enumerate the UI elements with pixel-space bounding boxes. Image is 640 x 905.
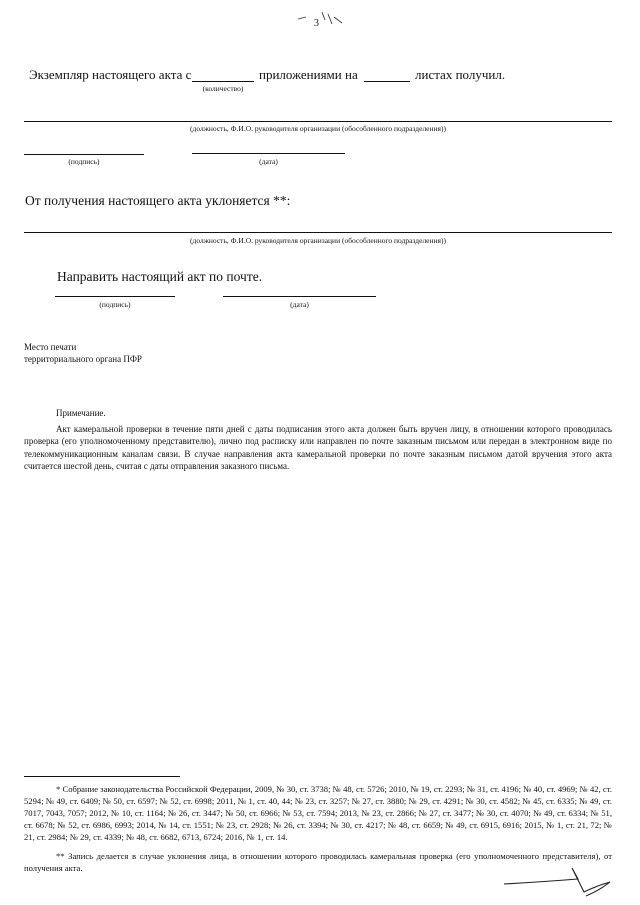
- mail-signature-caption: (подпись): [99, 300, 131, 309]
- receipt-signature-caption: (подпись): [68, 157, 100, 166]
- receipt-text-2: приложениями на: [259, 67, 358, 82]
- receipt-signature-line: [24, 154, 144, 155]
- mail-date-line: [223, 296, 376, 297]
- receipt-date-line: [192, 153, 345, 154]
- refusal-position-line: [24, 232, 612, 233]
- note-text: Акт камеральной проверки в течение пяти дней с даты подписания этого акта должен быть вручен лицу, в отношении которого проводилась проверка (его уполномоченному представителю), лично под расписку или направлен по почте заказным письмом или передан в электронном виде по телекоммуникационным каналам связи. В случае направления акта камеральной проверки по почте заказным письмом датой вручения этого акта считается шестой день, считая с даты отправления заказного письма.: [24, 424, 612, 472]
- mail-signature-line: [55, 296, 175, 297]
- handwritten-mark-top: [292, 8, 352, 30]
- mail-date-caption: (дата): [290, 300, 309, 309]
- quantity-line: [192, 81, 254, 82]
- quantity-caption: (количество): [202, 84, 244, 93]
- sheets-line: [364, 81, 410, 82]
- signature-mark: [500, 862, 620, 902]
- mail-text: Направить настоящий акт по почте.: [57, 269, 263, 284]
- note-heading: Примечание.: [56, 408, 106, 418]
- page-number: 3: [314, 18, 319, 29]
- footnote-separator: [24, 776, 180, 777]
- receipt-text-1: Экземпляр настоящего акта с: [29, 67, 192, 82]
- receipt-position-caption: (должность, Ф.И.О. руководителя организации (обособленного подразделения)): [190, 124, 446, 133]
- receipt-text-3: листах получил.: [415, 67, 506, 82]
- refusal-position-caption: (должность, Ф.И.О. руководителя организации (обособленного подразделения)): [190, 236, 446, 245]
- receipt-date-caption: (дата): [259, 157, 278, 166]
- stamp-line-2: территориального органа ПФР: [24, 354, 142, 364]
- footnote-1: * Собрание законодательства Российской Федерации, 2009, № 30, ст. 3738; № 48, ст. 5726; 2010, № 19, ст. 2293; № 31, ст. 4196; № 40, ст. 4969; № 42, ст. 5294; № 49, ст. 6409; № 50, ст. 6597; № 52, ст. 6998; 2011, № 1, ст. 40, 44; № 23, ст. 3257; № 27, ст. 3880; № 29, ст. 4291; № 30, ст. 4582; № 45, ст. 6335; № 49, ст. 7017, 7043, 7057; 2012, № 10, ст. 1164; № 26, ст. 3447; № 50, ст. 6966; № 53, ст. 7594; 2013, № 23, ст. 2866; № 27, ст. 3477; № 30, ст. 4070; № 49, ст. 6334; № 51, ст. 6678; № 52, ст. 6986, 6993; 2014, № 14, ст. 1551; № 23, ст. 2928; № 26, ст. 3394; № 30, ст. 4217; № 48, ст. 6659; № 49, ст. 6915, 6916; 2015, № 1, ст. 21, 72; № 21, ст. 2984; № 29, ст. 4339; № 48, ст. 6682, 6713, 6724; 2016, № 1, ст. 14.: [24, 784, 612, 843]
- footnote-2: ** Запись делается в случае уклонения лица, в отношении которого проводилась камеральная проверка (его уполномоченного представителя), от получения акта.: [24, 851, 612, 874]
- receipt-position-line: [24, 121, 612, 122]
- refusal-text: От получения настоящего акта уклоняется **:: [25, 193, 291, 208]
- stamp-line-1: Место печати: [24, 342, 77, 352]
